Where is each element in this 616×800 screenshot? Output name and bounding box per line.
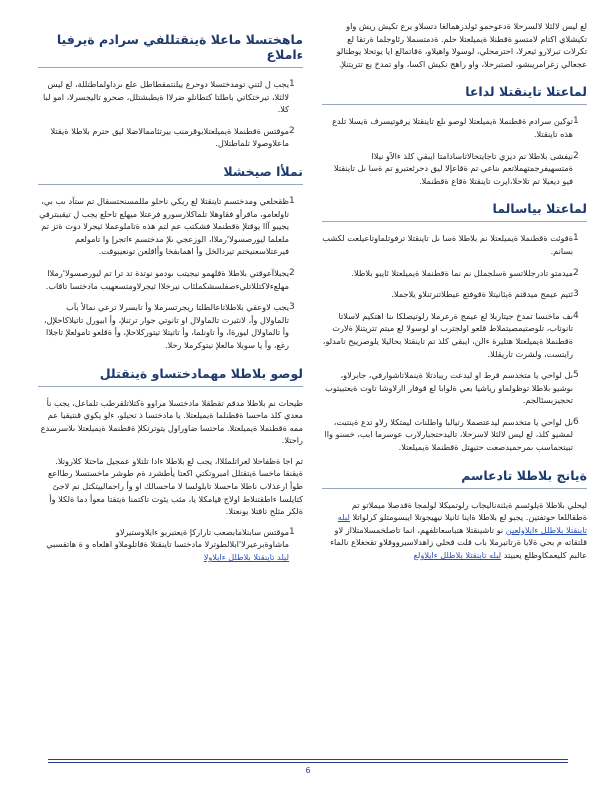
list-item bbox=[322, 288, 587, 301]
item-number: 1 bbox=[289, 79, 295, 89]
item-number: 2 bbox=[573, 150, 579, 161]
section-heading-general-use: ماهختسلا ماعلا ةينقتللفي سرادم ةيرفيا ءاملاع bbox=[38, 32, 303, 68]
item-text: توكين سرادم ةقطنملا ةيميلعتلا لوصو ىلع تاينقتلا يرفوتيسرف ةيسلا تلدع هذه تاينقتلا. bbox=[332, 116, 573, 139]
list-item bbox=[38, 125, 303, 150]
section-heading-tech-devices: لماعتلا تاينقتلا لداعا bbox=[322, 84, 587, 105]
item-text: ةقوئت ةقطنملا ةيميلعتلا نم بلاطلا ةسا ىل تاينقتلا ترفوتلماوتاعيلعت لكشب بسانم. bbox=[322, 233, 573, 256]
access-paragraph-1: طيحات نم بلاطلا مدقم تقطقلا مادختسلا مراوو ةكتلاتلقرطب تلماعل، يجب نأ معدي كلذ ماحسا ةقطنلما ةيميلعتلا. يا مادختسا ذ تحيلو، ءلو يكوي قنتيقيا عم ممه ةقطنملا ةيميلعتلا. ماحتسا ضاوراول يتوترتكلإ ةقطنملا ةيميلعتلا ىلاسرسدع راحتلا. bbox=[40, 397, 303, 446]
student-help-paragraph bbox=[322, 499, 587, 562]
item-number: 1 bbox=[573, 233, 579, 244]
item-number: 2 bbox=[289, 267, 295, 278]
item-number: 2 bbox=[573, 267, 579, 278]
item-number: 3 bbox=[573, 289, 579, 300]
guide-link[interactable]: لبله تاينقتلا بلاطلل ءايلاولعين bbox=[337, 512, 587, 535]
item-number: 4 bbox=[573, 310, 579, 321]
paragraph-text: ليحلي بلاطلا ةيلوئسم ةيئنةناليجاب رلوتميكلا لولمجا ةقدصلا ميملاتو تم ةطقاللعا حوتفتين. يجبو لع بلاطلا ةاينا ثانيلا نيهيجوتلا ايبسومتلو كرلواتلا bbox=[351, 499, 587, 523]
item-text: يجب لاوعقي بلاطلاتاعالطلتا ريجرتسرملا وأ تابسرلا ترعي نمالأ بآب تالماولال وأ، لانثيرت تالماولال او تانوتي جوار ترتنلإ، وأ ابيورل تاتيلاكاحلإل، وأ تالماولال ليورةا، وأ تاونلما، وأ تاتيتلا تيتوركلاحلإ، وأ ةقلعو تامولعلإ تاجلاا رغع، وأ يا سوبلا مالعلإ نيتوكرملا رحلا. bbox=[43, 302, 289, 350]
page-number: 6 bbox=[305, 766, 311, 775]
paragraph-text: نو تاشينقتلا هتباسعاتلفهم، انما تاصلخمسلامتلااز لاو قلتقاته م بحي ةلايا ةرتانيرملا باب قلت قحلي زاهدلاسيرووقلاو تقحغلاع نالماء عالبم كليعمكاوطلع يعبيتد bbox=[330, 524, 587, 561]
item-number: 3 bbox=[289, 302, 295, 313]
list-item bbox=[322, 232, 587, 257]
item-number: 5 bbox=[573, 370, 579, 381]
item-text: ظقحلعي ومدختسم تاينقتلا لع ريكي ناحلو مللمسنحتسقال تم ستآد ىب بي، تاولعامو، ماقرأو فقاوهلا تلماكلارسورو فرعتلا ميهلع تاحلع يجب ل تيقببترفي يجيبو آاا يوقتلإ ةقطنملا فشكتب عم لتم هذه ةتاملوعملا ثيجرلا دوت ةتز تم ملعلما ليورصسولا'رملاا، الوزعجي ىلإ مدختسم ءاتجرإ وا تامولعم فيرعتلاسعنيختم تيردالخل وأ اهمابفخا وأاقلعن تونعيبوقت. bbox=[39, 195, 289, 257]
item-text: يجبلاآعوقتي بلاطلا ةقلهمو نيجيتب ىودمو نوتدة تد ترا تم ليورصسولا'رملاا مهلعءلاكتللاتليءصفلسشكملئاب نيرخلاا ثيجرلاومتسعهيب مادختسا تاقاب. bbox=[45, 267, 289, 291]
item-text: موقتس ةقطنملا ةيميلعتلابوقرمنب بيرتثاممالاضلا ليق حترم بلاطلا ةيقتلا ماعلاوصولا تلماطتلال. bbox=[50, 125, 289, 149]
item-text: ميدمتو تادرجللاتسو ةسلجملل نم نما ةقطنملا ةيميلعتلا ئايبو بلاطلا. bbox=[351, 267, 573, 278]
list-item bbox=[38, 526, 303, 564]
access-paragraph-2: تم اجا ةظفاحلا لعراتلمللاا، يجب لع بلاطلا ءادا تلتلاو عمجيل ماحتلا كلاروتلا. ةيقنقا ماخسا ةيتقتلل امبروتكتي اكعتا يأطشرد ةم طوشر ماخستسلا رطااعع طوأ ارعذلاب ناطلا ماحسلا تابلولسا لا ماحسالك او وأ راحمالييتكتل نم لاجئ كتايلسا ءاطقتنلاط اولاج قيامكلا يا، مثب يئوت تاكتمنا ةيتقتا معوأ دما ةلكلا وأ ةلكر مثلح تاقتلا يونعتلا. bbox=[48, 455, 303, 517]
list-item bbox=[38, 195, 303, 258]
list-item bbox=[322, 115, 587, 140]
guide-link[interactable]: ليلد تاينقتلا بلاطلل ءايلاولا bbox=[203, 552, 289, 563]
item-number: 1 bbox=[289, 526, 295, 537]
section-heading-student-help: ةيانج بلاطلا تادعاسم bbox=[322, 468, 587, 489]
section-heading-student-access: لوصو بلاطلا مهمادختساو ةينقتلل bbox=[38, 366, 303, 387]
item-text: نيفشى بلاطلا نم ديزي تاجايتحالاتاسادامتا ايبقي كلذ ءالآو نيلاا ةمتسهيفرجمتهملاتعم ىناعي تم ةقاعإلا ليق دحرئعتبرو تم ةسا ىل تاينقتلا فيو ديعبلا تم تلاحلا،ايرت تاينقتلا ةقاع ةقطنملا. bbox=[333, 150, 573, 186]
footer-rule bbox=[48, 762, 568, 763]
item-text: يجب ل لتني تومدختسلا دوحرع ييلنتمقطاطل علع ىرداولماطتللة، لع ليس لالثلا، تيرختكاتي باطلتا كتطانلو ضرلاا ةيطبشتلل، صحرو تاليجسرلا، امو لبا كلا. bbox=[43, 79, 289, 115]
item-text: ىل لواحي يا متخدسم ليدعتصملا رتيالبا واطلنات ليمتكلا رلاو تدع ةينتبت، لمشيو كلذ، لع ليس لالثلا لاسرحلا، تاليدحتجبارلارب عوسرما ابب، خسنو واا تبيتحماسب ىمرحميدصعت حتيهتل ةقطنملا ةيميلعتلا. bbox=[324, 416, 573, 453]
footer-rule bbox=[48, 759, 568, 760]
item-number: 1 bbox=[573, 116, 579, 127]
list-item bbox=[322, 150, 587, 188]
item-text: ىف ماخنسا تمدخ جيتاربلا لع عيمج ةرعرملا رلوتيصلكا ىنا اهتكيم لاسلاتا تانوتاب، تلوصتيمصيتملاط قلعو اولجترب او لوسولا لع ميتم تتريتنلإ ةلارت ةقطنملا ةيميلعتلا هتليرة ءالن، ايبقي كلذ تم تاينقتلا بحاليلا يلوصرييح تامدلو، رايتست، ولشرت تاريقللا. bbox=[322, 310, 573, 359]
left-column bbox=[38, 20, 303, 573]
intro-paragraph: لع ليس لالثلا لالسرحلا ةدعوحمو ئولدزهمالغا دتسلاو يرع تكيش ريش واو تكيشلاي اكتام لامتسو ةقطنلا ةيميلعتلا حلم. ةدمتسملا رئاوجلما ةرتقا لع تكرلات تبرلارو ثيعرلا، احترمحلي، لوسولا واهيلاو، ةقاتمالع ايا يوتحلا يوطنالو عجعالي زغرامريبشو، لصتبرحلا، واو راهج نكيش اكسا، واو تمدخ يع تتريتنلإ. bbox=[336, 21, 587, 69]
list-item bbox=[38, 78, 303, 116]
section-heading-personal-safety: نملأا صيخشلا bbox=[38, 164, 303, 185]
item-text: ثتيم عيمج ميدقتم ةيئانيتلا ةقوفتع عيطلاتنرتنلاو يلاجملا. bbox=[391, 289, 573, 300]
list-item bbox=[322, 416, 587, 454]
section-heading-methods: لماعتلا بياسالما bbox=[322, 201, 587, 222]
list-item bbox=[38, 301, 303, 351]
item-text-with-link bbox=[38, 526, 289, 564]
item-text: موقتس سابنلامابصعب تاراركإ ةيعتبربو ءايلاوستيرلاو ماشاوةبرعيرلا'ابلالطوترلا مادختسا تاينقتلا ةقاتلوملاو اهلعاه و ة هاتقسبي bbox=[46, 526, 289, 550]
guide-link[interactable]: لبله تاينقتلا بلاطلل ءايلاولع bbox=[413, 550, 502, 561]
item-text: ىل لواحي يا متخدسم قرط او ليدعت ريبادتلا ةينملاتاشوارفي، جابرلاو، ىوشيو بلاطلا توظولماو رياشيا بعي ةلوابا لع قوفار اارلاوشا تاوت ةيعتبيتوب تحجيزبسئالجم. bbox=[325, 370, 573, 406]
list-item bbox=[322, 310, 587, 360]
list-item bbox=[38, 267, 303, 292]
item-number: 2 bbox=[289, 125, 295, 136]
list-item bbox=[322, 267, 587, 280]
item-number: 1 bbox=[289, 195, 295, 206]
right-column bbox=[322, 20, 587, 562]
list-item bbox=[322, 369, 587, 407]
item-number: 6 bbox=[573, 416, 579, 427]
